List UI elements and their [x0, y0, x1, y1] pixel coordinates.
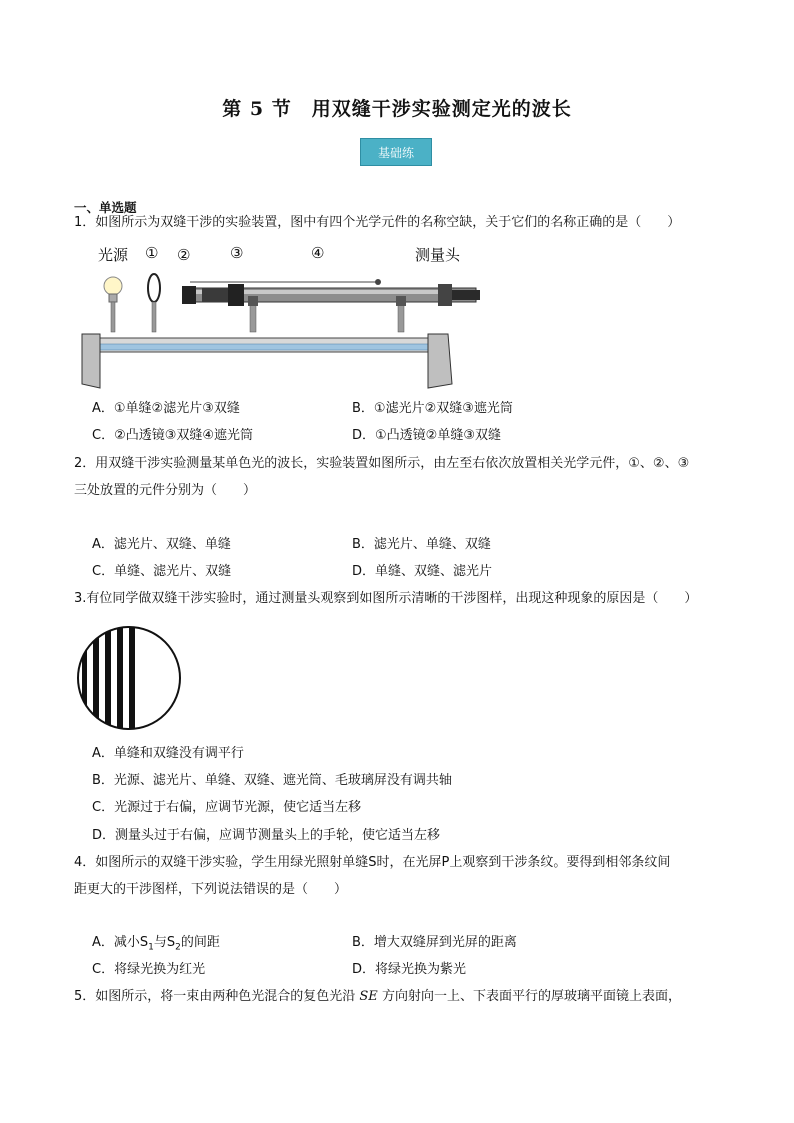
question-4-stem-line1: 4．如图所示的双缝干涉实验，学生用绿光照射单缝S时，在光屏P上观察到干涉条纹。要得到相邻条纹间 — [74, 855, 671, 870]
fringe-dark — [82, 625, 87, 731]
q2-option-c[interactable]: C．单缝、滤光片、双缝 — [92, 564, 232, 579]
q4-option-c[interactable]: C．将绿光换为红光 — [92, 962, 206, 977]
q3-option-c[interactable]: C．光源过于右偏，应调节光源，使它适当左移 — [92, 800, 362, 815]
question-1-stem: 1．如图所示为双缝干涉的实验装置，图中有四个光学元件的名称空缺，关于它们的名称正确的是（ ） — [74, 215, 681, 230]
label-meter-head: 测量头 — [414, 246, 460, 264]
q3-option-a[interactable]: A．单缝和双缝没有调平行 — [92, 746, 244, 761]
label-4: ④ — [311, 244, 325, 262]
rail-leg-left — [82, 334, 100, 388]
q3-option-b[interactable]: B．光源、滤光片、单缝、双缝、遮光筒、毛玻璃屏没有调共轴 — [92, 773, 452, 788]
bulb-base — [109, 294, 117, 302]
rail-scale — [96, 344, 436, 350]
question-2-stem-line1: 2．用双缝干涉实验测量某单色光的波长，实验装置如图所示，由左至右依次放置相关光学元件，①、②、③ — [74, 456, 690, 471]
q5-stem-part1: 5．如图所示，将一束由两种色光混合的复色光沿 — [74, 989, 360, 1004]
q2-option-a[interactable]: A．滤光片、双缝、单缝 — [92, 537, 231, 552]
pointer-knob — [375, 279, 381, 285]
slit-holder — [182, 286, 196, 304]
question-2-stem-line2: 三处放置的元件分别为（ ） — [74, 483, 257, 498]
q4-option-d[interactable]: D．将绿光换为紫光 — [352, 962, 467, 977]
q4-option-b[interactable]: B．增大双缝屏到光屏的距离 — [352, 935, 517, 950]
q1-apparatus-figure — [78, 238, 460, 390]
q1-option-a[interactable]: A．①单缝②滤光片③双缝 — [92, 401, 240, 416]
q3-interference-figure — [76, 625, 182, 731]
subscript-1: 1 — [148, 942, 154, 953]
fringe-dark — [117, 625, 123, 731]
question-3-stem: 3.有位同学做双缝干涉实验时，通过测量头观察到如图所示清晰的干涉图样，出现这种现象的原因是（ ） — [74, 591, 698, 606]
q1-option-b[interactable]: B．①滤光片②双缝③遮光筒 — [352, 401, 513, 416]
section-heading: 一、单选题 — [74, 200, 137, 215]
fringe-dark — [105, 625, 111, 731]
question-4-stem-line2: 距更大的干涉图样，下列说法错误的是（ ） — [74, 882, 348, 897]
label-1: ① — [145, 244, 159, 262]
page-title: 第 5 节 用双缝干涉实验测定光的波长 — [222, 98, 572, 120]
q1-option-d[interactable]: D．①凸透镜②单缝③双缝 — [352, 428, 501, 443]
label-2: ② — [177, 246, 191, 264]
q1-option-c[interactable]: C．②凸透镜③双缝④遮光筒 — [92, 428, 254, 443]
q2-option-d[interactable]: D．单缝、双缝、滤光片 — [352, 564, 493, 579]
q3-option-d[interactable]: D．测量头过于右偏，应调节测量头上的手轮，使它适当左移 — [92, 828, 441, 843]
level-badge: 基础练 — [360, 138, 432, 166]
lens-icon — [148, 274, 160, 302]
bulb-icon — [104, 277, 122, 295]
label-light-source: 光源 — [98, 246, 129, 264]
eyepiece — [450, 290, 480, 300]
q4-option-a-mid: 与S — [153, 935, 176, 950]
question-5-stem — [74, 988, 681, 1006]
subscript-2: 2 — [175, 942, 181, 953]
q2-option-b[interactable]: B．滤光片、单缝、双缝 — [352, 537, 491, 552]
double-slit-holder — [228, 284, 244, 306]
label-3: ③ — [230, 244, 244, 262]
rail-leg-right — [428, 334, 452, 388]
q5-stem-se: SE — [359, 989, 378, 1004]
q4-option-a-suffix: 的间距 — [180, 935, 220, 950]
q4-option-a[interactable] — [92, 934, 220, 957]
q5-stem-part2: 方向射向一上、下表面平行的厚玻璃平面镜上表面， — [377, 989, 681, 1004]
fringe-dark — [129, 625, 135, 731]
q4-option-a-prefix: A．减小S — [92, 935, 149, 950]
